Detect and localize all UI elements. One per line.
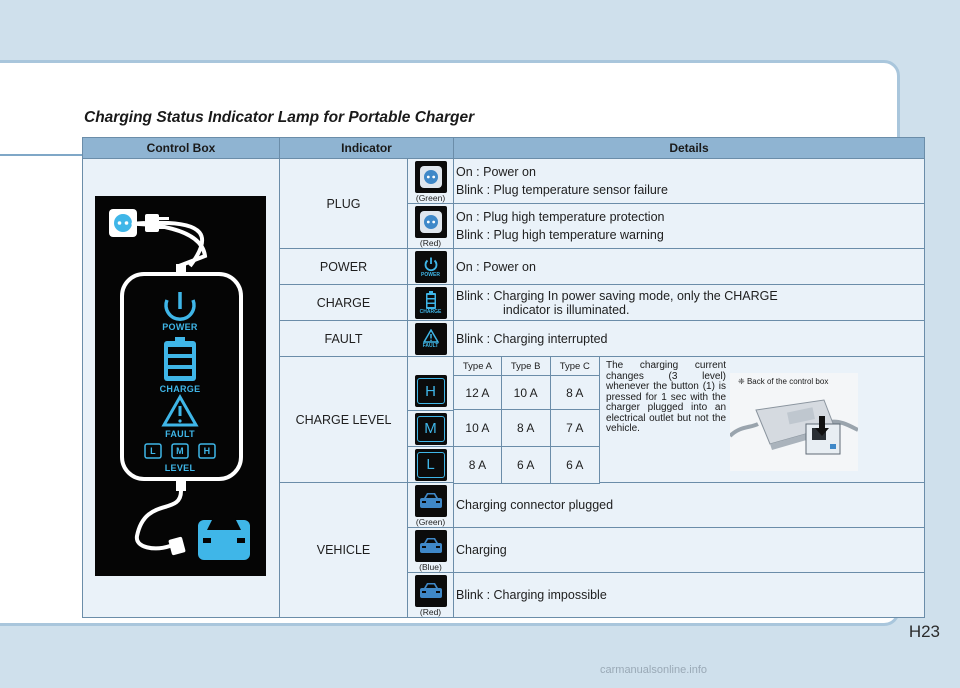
level-m-indicator xyxy=(408,411,454,447)
detail-line: Blink : Charging In power saving mode, only the CHARGE xyxy=(456,288,778,303)
vehicle-blue-indicator xyxy=(408,528,454,573)
current-cell: 7 A xyxy=(550,410,600,447)
indicator-charge-level: CHARGE LEVEL xyxy=(280,357,408,483)
icon-caption: (Green) xyxy=(415,517,446,527)
header-control-box: Control Box xyxy=(83,138,280,159)
icon-caption: (Red) xyxy=(419,238,442,248)
vehicle-red-indicator xyxy=(408,573,454,618)
level-h-icon xyxy=(415,375,447,407)
icon-caption: (Red) xyxy=(419,607,442,617)
indicator-table xyxy=(82,137,925,618)
header-indicator: Indicator xyxy=(280,138,454,159)
page-number: H23 xyxy=(908,622,940,641)
detail-line: Blink : Plug high temperature warning xyxy=(456,228,664,242)
plug-socket-icon xyxy=(415,161,447,193)
detail-cell xyxy=(454,321,925,357)
panel-power-label: POWER xyxy=(162,322,198,332)
header-details: Details xyxy=(454,138,925,159)
detail-line: On : Power on xyxy=(456,165,536,179)
car-icon xyxy=(415,485,447,517)
indicator-vehicle: VEHICLE xyxy=(280,483,408,618)
fault-icon-text: FAULT xyxy=(422,342,439,349)
power-icon-text: POWER xyxy=(421,271,440,278)
vehicle-green-indicator xyxy=(408,483,454,528)
detail-cell xyxy=(454,285,925,321)
detail-cell xyxy=(454,483,925,528)
type-a-header: Type A xyxy=(454,357,502,376)
panel-charge-label: CHARGE xyxy=(159,384,201,394)
current-cell: 8 A xyxy=(454,447,502,484)
indicator-power: POWER xyxy=(280,249,408,285)
plug-red-indicator xyxy=(408,204,454,249)
warning-triangle-icon xyxy=(415,323,447,355)
panel-m-label: M xyxy=(176,446,184,456)
detail-line: Blink : Charging impossible xyxy=(456,588,607,602)
plug-green-indicator xyxy=(408,159,454,204)
type-c-header: Type C xyxy=(550,357,600,376)
control-box-cell xyxy=(83,159,280,618)
level-h-indicator xyxy=(408,357,454,411)
current-cell: 8 A xyxy=(501,410,550,447)
detail-line: Charging xyxy=(456,543,507,557)
footer-watermark: carmanualsonline.info xyxy=(600,664,708,676)
detail-cell xyxy=(454,204,925,249)
control-box-illustration xyxy=(95,196,266,576)
charge-indicator xyxy=(408,285,454,321)
power-icon xyxy=(415,251,447,283)
control-box-photo xyxy=(730,373,858,471)
current-cell: 6 A xyxy=(501,447,550,484)
table-row xyxy=(83,159,925,204)
detail-cell xyxy=(454,159,925,204)
battery-icon xyxy=(415,287,447,319)
panel-h-label: H xyxy=(203,446,211,456)
icon-caption: (Blue) xyxy=(419,562,442,572)
indicator-fault: FAULT xyxy=(280,321,408,357)
level-m-letter: M xyxy=(417,416,445,442)
level-l-indicator xyxy=(408,447,454,483)
table-header-row xyxy=(83,138,925,159)
current-table xyxy=(453,356,600,484)
fault-indicator xyxy=(408,321,454,357)
detail-cell xyxy=(454,573,925,618)
control-box-back-image xyxy=(730,386,858,466)
detail-line: On : Power on xyxy=(456,259,536,274)
plug-socket-icon xyxy=(415,206,447,238)
detail-line: Blink : Charging interrupted xyxy=(456,331,608,346)
detail-cell xyxy=(454,249,925,285)
current-cell: 12 A xyxy=(454,376,502,410)
level-l-icon xyxy=(415,449,447,481)
level-h-letter: H xyxy=(417,378,445,404)
current-cell: 8 A xyxy=(550,376,600,410)
level-l-letter: L xyxy=(417,452,445,478)
charge-icon-text: CHARGE xyxy=(419,308,442,315)
car-icon xyxy=(415,530,447,562)
type-b-header: Type B xyxy=(501,357,550,376)
detail-line: Blink : Plug temperature sensor failure xyxy=(456,183,668,197)
detail-line: Charging connector plugged xyxy=(456,498,614,512)
indicator-plug: PLUG xyxy=(280,159,408,249)
level-m-icon xyxy=(415,413,447,445)
detail-line: indicator is illuminated. xyxy=(503,302,630,317)
icon-caption: (Green) xyxy=(415,193,446,203)
photo-caption: ❈ Back of the control box xyxy=(738,377,829,386)
charge-level-note: The charging current changes (3 level) whenever the button (1) is pressed for 1 sec with the charger plugged into an electrical outlet but not the vehicle. xyxy=(606,360,727,434)
indicator-charge: CHARGE xyxy=(280,285,408,321)
current-cell: 6 A xyxy=(550,447,600,484)
page-title: Charging Status Indicator Lamp for Portable Charger xyxy=(84,109,475,126)
detail-line: On : Plug high temperature protection xyxy=(456,210,665,224)
current-cell: 10 A xyxy=(454,410,502,447)
detail-cell xyxy=(454,528,925,573)
charge-level-detail xyxy=(454,357,925,483)
panel-l-label: L xyxy=(150,446,156,456)
current-cell: 10 A xyxy=(501,376,550,410)
panel-fault-label: FAULT xyxy=(165,429,195,439)
car-icon xyxy=(415,575,447,607)
power-indicator xyxy=(408,249,454,285)
panel-level-label: LEVEL xyxy=(164,463,196,473)
